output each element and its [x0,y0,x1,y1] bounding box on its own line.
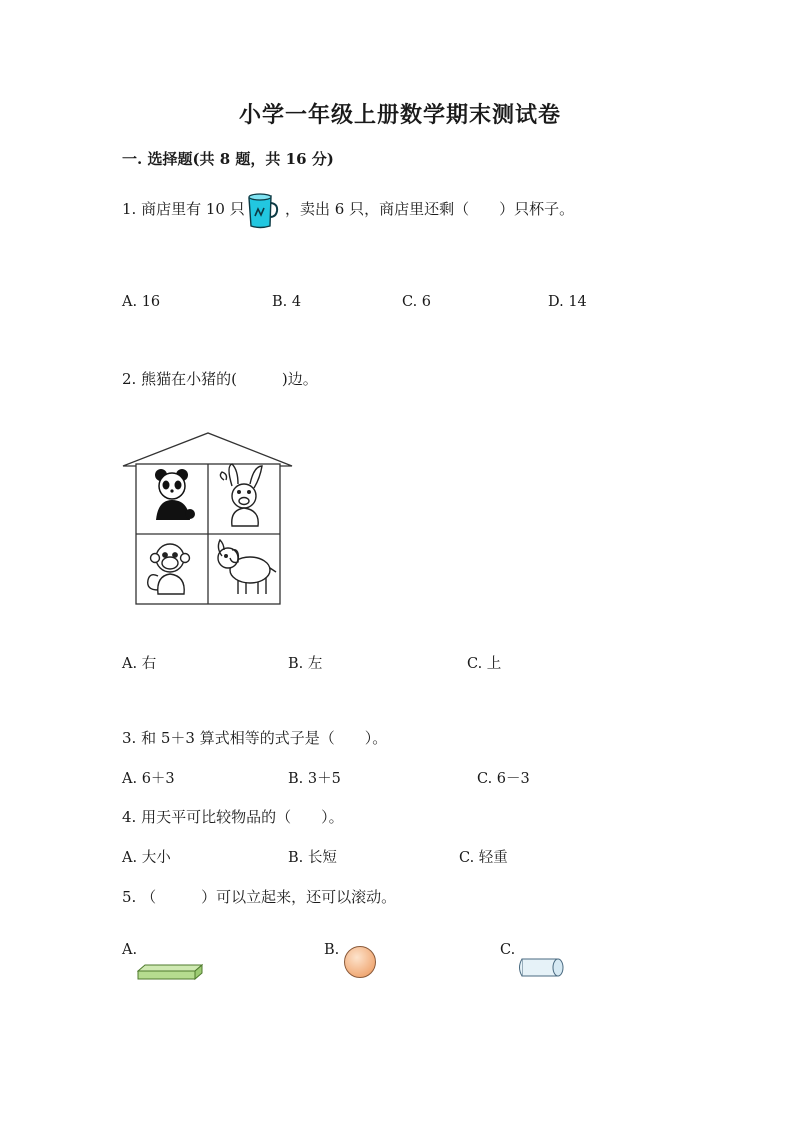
animal-house-diagram [120,430,296,612]
q5-option-c[interactable]: C. [500,942,516,958]
cup-icon [245,192,279,234]
q1-option-a[interactable]: A. 16 [122,294,161,310]
question-1-prefix: 1. 商店里有 10 只 [122,200,245,218]
q4-option-a[interactable]: A. 大小 [122,850,171,866]
q5-option-a[interactable]: A. [122,942,138,958]
q1-option-d[interactable]: D. 14 [548,294,587,310]
q2-option-a[interactable]: A. 右 [122,656,157,672]
cylinder-icon [517,957,565,983]
q5-option-b[interactable]: B. [324,942,340,958]
question-2-text: 2. 熊猫在小猪的( )边。 [122,370,318,388]
question-3-text: 3. 和 5＋3 算式相等的式子是（ ）。 [122,729,388,747]
question-4-text: 4. 用天平可比较物品的（ ）。 [122,808,344,826]
q4-option-b[interactable]: B. 长短 [288,850,337,866]
cuboid-icon [137,963,203,985]
question-5-text: 5. （ ）可以立起来，还可以滚动。 [122,888,397,906]
q2-option-b[interactable]: B. 左 [288,656,323,672]
q1-option-b[interactable]: B. 4 [272,294,302,310]
q2-option-c[interactable]: C. 上 [467,656,502,672]
q3-option-b[interactable]: B. 3＋5 [288,771,341,787]
q1-option-c[interactable]: C. 6 [402,294,432,310]
page-title: 小学一年级上册数学期末测试卷 [238,102,561,128]
section-heading: 一. 选择题(共 8 题，共 16 分) [122,150,334,168]
q3-option-c[interactable]: C. 6－3 [477,771,530,787]
q3-option-a[interactable]: A. 6＋3 [122,771,175,787]
question-1-suffix: ，卖出 6 只，商店里还剩（ ）只杯子。 [285,200,575,218]
sphere-icon [343,945,377,983]
q4-option-c[interactable]: C. 轻重 [459,850,508,866]
